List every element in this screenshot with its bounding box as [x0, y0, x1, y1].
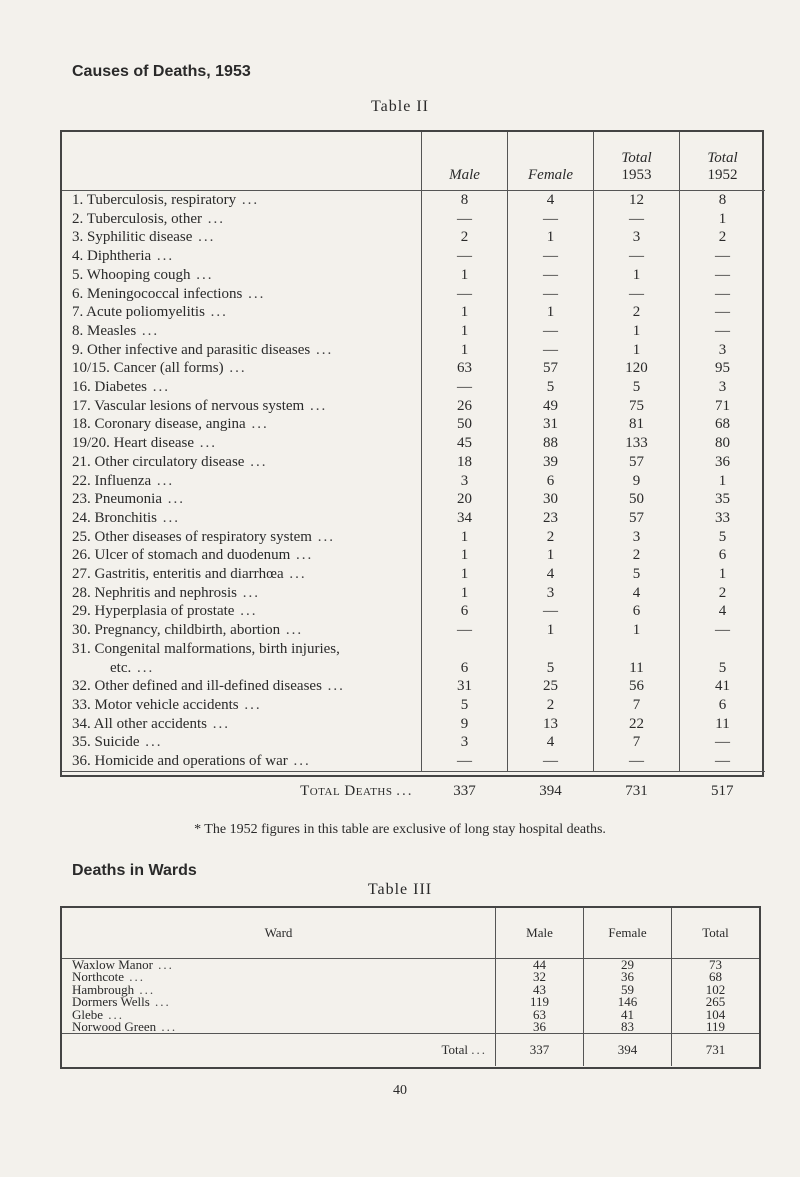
cell-female: 49 [508, 397, 594, 416]
cause-label: 3. Syphilitic disease ... [72, 229, 216, 246]
cell-t1953 [594, 640, 680, 659]
cell-female: 5 [508, 659, 594, 678]
cause-label: 33. Motor vehicle accidents ... [72, 696, 262, 713]
table2-row [62, 490, 765, 509]
table2-row [62, 285, 765, 304]
cause-text: 21. Other circulatory disease [72, 453, 245, 470]
table3-header-row [62, 908, 759, 959]
cell-t1952: 2 [680, 228, 766, 247]
cell-male: — [422, 621, 508, 640]
cell-t1953: — [594, 285, 680, 304]
cell-male: 1 [422, 528, 508, 547]
cause-text: 25. Other diseases of respiratory system [72, 528, 312, 545]
cell-t1953: 2 [594, 303, 680, 322]
cause-text: 30. Pregnancy, childbirth, abortion [72, 622, 281, 639]
ward-cell: Glebe ... [72, 1006, 125, 1022]
cell-female: 1 [508, 621, 594, 640]
ward-total: 73 [672, 959, 760, 972]
cell-t1952: 3 [680, 378, 766, 397]
table2-header-total1952 [680, 132, 766, 191]
cell-t1952: 1 [680, 565, 766, 584]
cell-female: 2 [508, 528, 594, 547]
cell-male: 1 [422, 565, 508, 584]
cause-text: 19/20. Heart disease [72, 435, 195, 452]
cell-male: 8 [422, 191, 508, 210]
table2-row [62, 509, 765, 528]
cell-t1953: 6 [594, 602, 680, 621]
cause-text: 2. Tuberculosis, other [72, 210, 203, 227]
cause-label: 2. Tuberculosis, other ... [72, 210, 226, 227]
cell-t1952: 1 [680, 472, 766, 491]
cell-t1952: 3 [680, 341, 766, 360]
cell-female: 1 [508, 546, 594, 565]
table2-row [62, 322, 765, 341]
cause-label: 28. Nephritis and nephrosis ... [72, 584, 260, 601]
cause-label: 35. Suicide ... [72, 734, 163, 751]
total1952-line1: Total [707, 150, 738, 166]
cause-label: 26. Ulcer of stomach and duodenum ... [72, 547, 314, 564]
cell-male: 6 [422, 602, 508, 621]
total-label: Total Deaths [300, 783, 393, 800]
cell-female: 25 [508, 677, 594, 696]
cell-female: 5 [508, 378, 594, 397]
total1953-line2: 1953 [621, 167, 652, 183]
table3-row [62, 1021, 759, 1034]
ward-male: 43 [496, 984, 584, 996]
cell-male: 3 [422, 733, 508, 752]
table2-row [62, 266, 765, 285]
cell-t1953: 3 [594, 228, 680, 247]
table2-row [62, 584, 765, 603]
cause-label: etc. ... [62, 659, 422, 678]
cause-text: 36. Homicide and operations of war [72, 753, 288, 770]
cell-male: — [422, 378, 508, 397]
cell-t1953: 50 [594, 490, 680, 509]
ward-female: 29 [584, 959, 672, 972]
ward-total: 104 [672, 1009, 760, 1021]
cause-label: 1. Tuberculosis, respiratory ... [72, 192, 260, 208]
ward-cell: Hambrough ... [72, 981, 156, 997]
cause-text: 26. Ulcer of stomach and duodenum [72, 547, 291, 564]
table2-body [62, 191, 765, 772]
table2-row [62, 621, 765, 640]
cell-female: 6 [508, 472, 594, 491]
cause-label: 34. All other accidents ... [72, 715, 230, 732]
table2-row [62, 528, 765, 547]
cause-label: 10/15. Cancer (all forms) ... [72, 360, 247, 377]
cause-text: 1. Tuberculosis, respiratory [72, 192, 237, 208]
cell-t1952: 68 [680, 415, 766, 434]
ward-total: 265 [672, 996, 760, 1008]
cell-t1952: 36 [680, 453, 766, 472]
cell-male: 2 [422, 228, 508, 247]
table2-row [62, 472, 765, 491]
ward-name: Waxlow Manor [72, 957, 153, 972]
table2-row [62, 696, 765, 715]
ward-male: 44 [496, 959, 584, 972]
section-heading-causes: Causes of Deaths, 1953 [72, 63, 251, 80]
cell-t1952: 95 [680, 359, 766, 378]
cause-label: 18. Coronary disease, angina ... [72, 416, 269, 433]
cell-t1952: 71 [680, 397, 766, 416]
ward-male: 32 [496, 971, 584, 983]
ward-name: Northcote [72, 969, 124, 985]
cell-t1953: 7 [594, 696, 680, 715]
table2-header-male: Male [422, 132, 508, 191]
cell-female: — [508, 752, 594, 771]
table3-header-total: Total [672, 908, 760, 959]
cell-female: 4 [508, 733, 594, 752]
table2-row [62, 247, 765, 266]
cause-label [62, 640, 422, 659]
ward-male: 36 [496, 1021, 584, 1034]
table2-row [62, 752, 765, 771]
cell-male [422, 640, 508, 659]
table3-total-female: 394 [584, 1034, 672, 1067]
cell-t1952: — [680, 285, 766, 304]
cell-male: 50 [422, 415, 508, 434]
table3 [62, 908, 759, 1066]
cell-t1952: 6 [680, 546, 766, 565]
cell-male: 1 [422, 546, 508, 565]
cell-t1952: — [680, 733, 766, 752]
cell-t1953: 7 [594, 733, 680, 752]
ward-male: 119 [496, 996, 584, 1008]
cause-text: 8. Measles [72, 322, 137, 339]
cell-female: 4 [508, 191, 594, 210]
cell-male: 18 [422, 453, 508, 472]
table2-header-row [62, 132, 765, 191]
cell-t1953: 11 [594, 659, 680, 678]
ward-male: 63 [496, 1009, 584, 1021]
cell-male: 26 [422, 397, 508, 416]
table3-header-ward: Ward [62, 908, 496, 959]
cause-label: 22. Influenza ... [72, 472, 175, 489]
table2-row [62, 228, 765, 247]
table2-row [62, 715, 765, 734]
table2-header-label [62, 132, 422, 191]
cell-t1952: 35 [680, 490, 766, 509]
table3-header-male: Male [496, 908, 584, 959]
total-label-cell: Total Deaths ... [62, 771, 422, 812]
table2-row [62, 415, 765, 434]
cause-text: etc. [110, 659, 132, 676]
cell-t1952: 41 [680, 677, 766, 696]
cause-label: 29. Hyperplasia of prostate ... [72, 603, 258, 620]
cause-text: 9. Other infective and parasitic diseases [72, 341, 311, 358]
cell-t1953: 57 [594, 509, 680, 528]
cell-female: 2 [508, 696, 594, 715]
cell-female: — [508, 322, 594, 341]
cause-label: 5. Whooping cough ... [72, 266, 214, 283]
table2-row [62, 359, 765, 378]
cause-text: 31. Congenital malformations, birth injuries, [72, 640, 340, 657]
cell-female: 23 [508, 509, 594, 528]
cell-t1952: 80 [680, 434, 766, 453]
cause-text: 5. Whooping cough [72, 266, 191, 283]
cell-t1952: — [680, 752, 766, 771]
cell-female: 31 [508, 415, 594, 434]
table2-header-female: Female [508, 132, 594, 191]
total-1953: 731 [594, 771, 680, 812]
ward-name: Glebe [72, 1006, 104, 1022]
table2-row [62, 397, 765, 416]
table3-row [62, 996, 759, 1008]
table3-caption: Table III [367, 881, 433, 898]
cell-t1952: — [680, 303, 766, 322]
table2-row [62, 210, 765, 229]
ward-total: 68 [672, 971, 760, 983]
cell-t1953: 5 [594, 565, 680, 584]
cause-text: 18. Coronary disease, angina [72, 416, 246, 433]
section-heading-wards: Deaths in Wards [72, 862, 197, 879]
cell-male: 34 [422, 509, 508, 528]
cell-t1953: 1 [594, 341, 680, 360]
cell-t1953: 9 [594, 472, 680, 491]
ward-female: 146 [584, 996, 672, 1008]
table2-row [62, 378, 765, 397]
cell-t1952: 1 [680, 210, 766, 229]
cell-male: — [422, 752, 508, 771]
cell-male: 63 [422, 359, 508, 378]
cell-t1953: 75 [594, 397, 680, 416]
cause-text: 10/15. Cancer (all forms) [72, 360, 224, 377]
table3-total-label-cell: Total ... [62, 1034, 496, 1067]
cell-t1952: 5 [680, 528, 766, 547]
cause-text: 22. Influenza [72, 472, 152, 489]
cause-text: 4. Diphtheria [72, 248, 152, 265]
page-number: 40 [393, 1083, 407, 1098]
cause-label: 36. Homicide and operations of war ... [72, 753, 311, 770]
cell-t1952: 6 [680, 696, 766, 715]
ward-cell: Northcote ... [72, 969, 145, 985]
cell-female: 39 [508, 453, 594, 472]
cause-label: 6. Meningococcal infections ... [72, 285, 266, 302]
cell-male: 1 [422, 322, 508, 341]
cell-t1953: 1 [594, 266, 680, 285]
cause-text: 16. Diabetes [72, 379, 147, 396]
cell-t1953: — [594, 210, 680, 229]
cause-text: 24. Bronchitis [72, 509, 157, 526]
cell-male: — [422, 247, 508, 266]
ward-cell: Waxlow Manor ... [72, 957, 174, 972]
cell-t1953: 12 [594, 191, 680, 210]
cause-label: 21. Other circulatory disease ... [72, 453, 268, 470]
table2-total-row [62, 771, 765, 812]
cause-label: 17. Vascular lesions of nervous system ... [72, 397, 328, 414]
table3-row [62, 971, 759, 983]
cell-female: — [508, 210, 594, 229]
table3-row [62, 959, 759, 972]
cell-female: — [508, 266, 594, 285]
ward-name: Norwood Green [72, 1019, 157, 1035]
cell-t1953: 4 [594, 584, 680, 603]
cause-text: 32. Other defined and ill-defined diseases [72, 678, 322, 695]
cause-text: 34. All other accidents [72, 715, 207, 732]
table2-row [62, 659, 765, 678]
cell-female [508, 640, 594, 659]
ward-female: 83 [584, 1021, 672, 1034]
cause-text: 33. Motor vehicle accidents [72, 696, 239, 713]
cell-t1953: 56 [594, 677, 680, 696]
cell-female: — [508, 602, 594, 621]
cell-t1952: 11 [680, 715, 766, 734]
cause-text: 17. Vascular lesions of nervous system [72, 397, 305, 414]
table2-row [62, 565, 765, 584]
cell-female: 57 [508, 359, 594, 378]
cause-text: 27. Gastritis, enteritis and diarrhœa [72, 566, 284, 583]
cell-female: 1 [508, 303, 594, 322]
total1952-line2: 1952 [707, 167, 738, 183]
cell-t1952: 33 [680, 509, 766, 528]
cell-t1953: 57 [594, 453, 680, 472]
table2-row [62, 453, 765, 472]
cause-text: 3. Syphilitic disease [72, 229, 193, 246]
cell-t1953: — [594, 247, 680, 266]
cause-text: 29. Hyperplasia of prostate [72, 603, 235, 620]
ward-name: Dormers Wells [72, 994, 150, 1010]
cell-female: 1 [508, 228, 594, 247]
cell-t1953: 5 [594, 378, 680, 397]
cell-male: 6 [422, 659, 508, 678]
ward-name: Hambrough [72, 981, 135, 997]
cell-male: 1 [422, 341, 508, 360]
cell-t1952: 5 [680, 659, 766, 678]
total1953-line1: Total [621, 150, 652, 166]
cause-label: 19/20. Heart disease ... [72, 435, 218, 452]
table2-row [62, 546, 765, 565]
table3-total-row [62, 1034, 759, 1067]
cell-male: 1 [422, 266, 508, 285]
table2-caption: Table II [371, 98, 429, 115]
cause-text: 6. Meningococcal infections [72, 285, 243, 302]
cause-label: 23. Pneumonia ... [72, 491, 185, 508]
total-male: 337 [422, 771, 508, 812]
table2-row [62, 341, 765, 360]
cell-t1953: — [594, 752, 680, 771]
cell-male: 31 [422, 677, 508, 696]
table2-row [62, 733, 765, 752]
cell-t1952: 2 [680, 584, 766, 603]
table3-body [62, 959, 759, 1034]
cell-male: 20 [422, 490, 508, 509]
cell-male: 45 [422, 434, 508, 453]
table2 [62, 132, 765, 812]
ward-cell: Norwood Green ... [72, 1019, 178, 1035]
cell-male: 5 [422, 696, 508, 715]
cell-t1953: 3 [594, 528, 680, 547]
ward-total: 119 [672, 1021, 760, 1034]
cell-male: 1 [422, 303, 508, 322]
cell-t1952 [680, 640, 766, 659]
cause-text: 35. Suicide [72, 734, 140, 751]
cause-label: 7. Acute poliomyelitis ... [72, 304, 228, 321]
table2-header-total1953 [594, 132, 680, 191]
total-1952: 517 [680, 771, 766, 812]
cause-label: 9. Other infective and parasitic diseases ... [72, 341, 334, 358]
cell-t1953: 1 [594, 621, 680, 640]
ward-female: 41 [584, 1009, 672, 1021]
table2-row [62, 677, 765, 696]
cell-male: 9 [422, 715, 508, 734]
table2-row [62, 191, 765, 210]
cause-label: 8. Measles ... [72, 322, 160, 339]
cell-t1952: 8 [680, 191, 766, 210]
cause-text: 23. Pneumonia [72, 491, 162, 508]
table3-total-label: Total [441, 1042, 468, 1058]
cell-t1953: 1 [594, 322, 680, 341]
cell-t1953: 22 [594, 715, 680, 734]
ward-total: 102 [672, 984, 760, 996]
cell-male: 3 [422, 472, 508, 491]
total-female: 394 [508, 771, 594, 812]
ward-female: 59 [584, 984, 672, 996]
cell-t1952: 4 [680, 602, 766, 621]
cell-female: 88 [508, 434, 594, 453]
table2-row [62, 434, 765, 453]
ward-female: 36 [584, 971, 672, 983]
cell-female: 4 [508, 565, 594, 584]
cause-text: 28. Nephritis and nephrosis [72, 584, 237, 601]
cell-t1953: 120 [594, 359, 680, 378]
table2-row [62, 602, 765, 621]
table2-row [62, 303, 765, 322]
cell-male: — [422, 210, 508, 229]
cell-t1952: — [680, 322, 766, 341]
cell-female: — [508, 247, 594, 266]
cause-label: 4. Diphtheria ... [72, 248, 175, 265]
cause-label: 25. Other diseases of respiratory system ... [72, 528, 335, 545]
cause-text: 7. Acute poliomyelitis [72, 304, 205, 321]
cause-label: 32. Other defined and ill-defined diseases ... [72, 678, 345, 695]
cell-female: 3 [508, 584, 594, 603]
cause-label: 30. Pregnancy, childbirth, abortion ... [72, 622, 304, 639]
cause-label: 24. Bronchitis ... [72, 509, 180, 526]
table2-row [62, 640, 765, 659]
table3-header-female: Female [584, 908, 672, 959]
cell-t1953: 81 [594, 415, 680, 434]
ward-cell: Dormers Wells ... [72, 994, 171, 1010]
table3-total-male: 337 [496, 1034, 584, 1067]
cell-female: — [508, 341, 594, 360]
cell-t1952: — [680, 621, 766, 640]
cause-label: 16. Diabetes ... [72, 379, 170, 396]
cell-t1953: 2 [594, 546, 680, 565]
footnote: * The 1952 figures in this table are exclusive of long stay hospital deaths. [194, 822, 606, 837]
cell-female: 30 [508, 490, 594, 509]
cell-t1953: 133 [594, 434, 680, 453]
table3-total-total: 731 [672, 1034, 760, 1067]
cell-male: 1 [422, 584, 508, 603]
cell-male: — [422, 285, 508, 304]
cell-female: — [508, 285, 594, 304]
cause-label: 27. Gastritis, enteritis and diarrhœa ... [72, 566, 307, 583]
cell-female: 13 [508, 715, 594, 734]
cell-t1952: — [680, 266, 766, 285]
cell-t1952: — [680, 247, 766, 266]
